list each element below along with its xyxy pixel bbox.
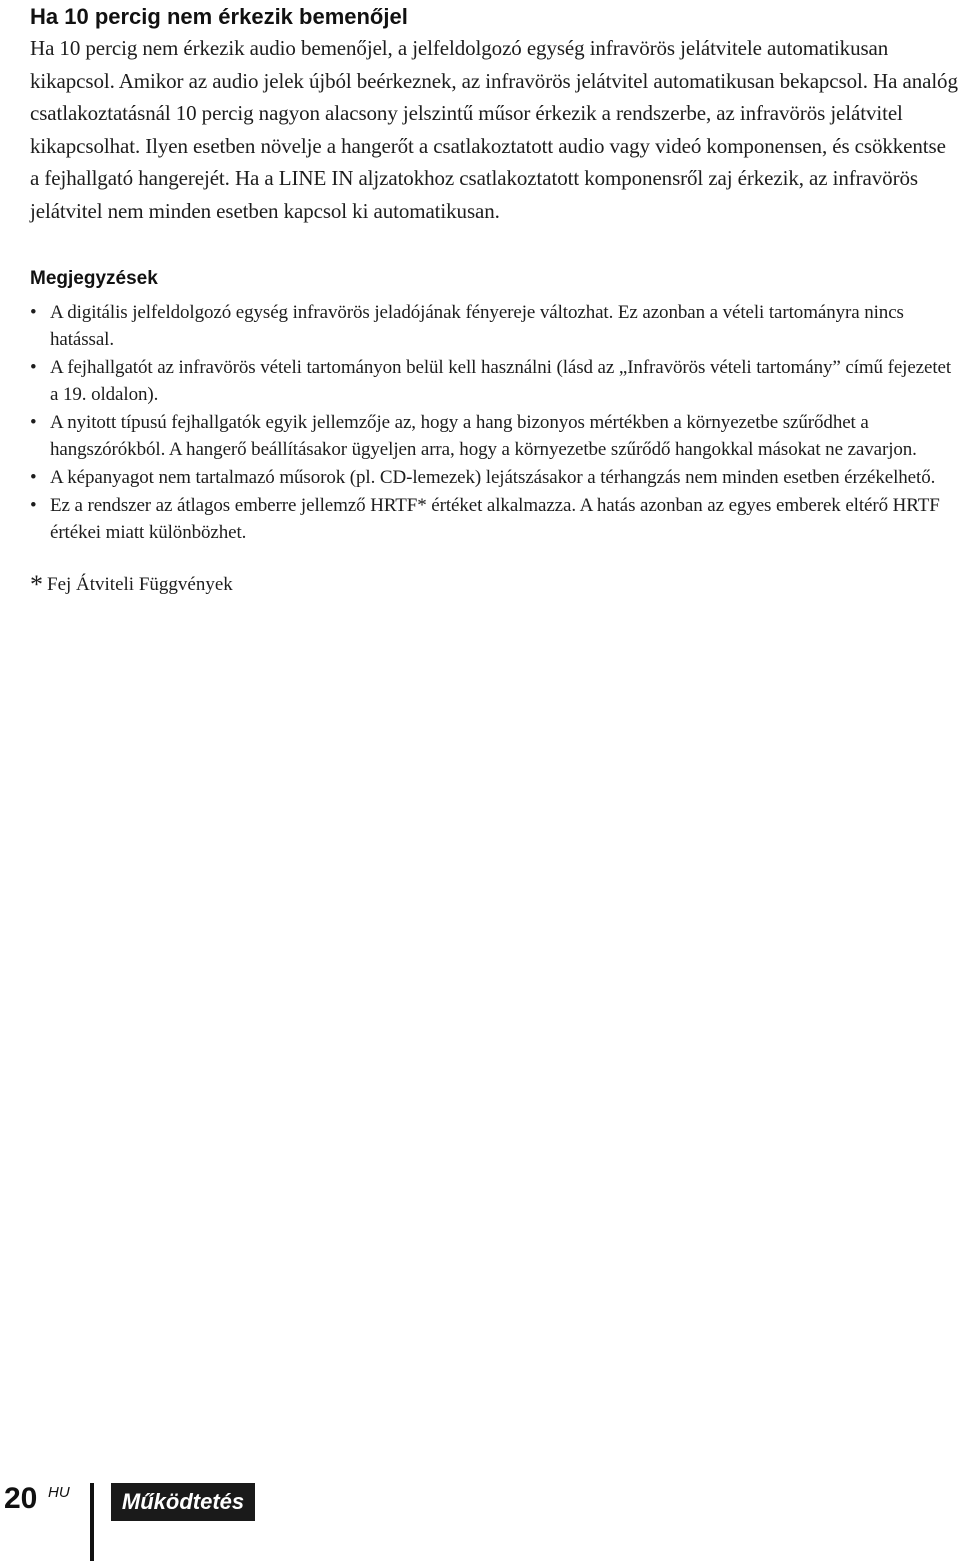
footer-divider — [90, 1483, 94, 1561]
note-text: Ez a rendszer az átlagos emberre jellemző HRTF* értéket alkalmazza. A hatás azonban az egyes emberek eltérő HRTF értékei miatt különbözhet. — [50, 495, 940, 543]
note-item — [30, 354, 960, 408]
bullet: • — [30, 467, 37, 488]
footnote-text: Fej Átviteli Függvények — [47, 574, 233, 595]
note-text: A nyitott típusú fejhallgatók egyik jellemzője az, hogy a hang bizonyos mértékben a környezetbe szűrődhet a hangszórókból. A hangerő beállításakor ügyeljen arra, hogy a környezetbe szűrődő hangokkal másokat ne zavarjon. — [50, 412, 917, 460]
bullet: • — [30, 495, 37, 516]
note-text: A digitális jelfeldolgozó egység infravörös jeladójának fényereje változhat. Ez azonban a vételi tartományra nincs hatással. — [50, 302, 904, 350]
notes-title: Megjegyzések — [30, 268, 158, 289]
chapter-tab: Működtetés — [111, 1483, 255, 1521]
footnote — [30, 570, 960, 600]
bullet: • — [30, 302, 37, 323]
footnote-marker: * — [30, 570, 43, 599]
section-paragraph: Ha 10 percig nem érkezik audio bemenőjel, a jelfeldolgozó egység infravörös jelátvitele automatikusan kikapcsol. Amikor az audio jelek újból beérkeznek, az infravörös jelátvitel automatikusan bekapcsol. Ha analóg csatlakoztatásnál 10 percig nagyon alacsony jelszintű műsor érkezik a rendszerbe, az infravörös jelátvitel kikapcsolhat. Ilyen esetben növelje a hangerőt a csatlakoztatott audio vagy videó komponensen, és csökkentse a fejhallgató hangerejét. Ha a LINE IN aljzatokhoz csatlakoztatott komponensről zaj érkezik, az infravörös jelátvitel nem minden esetben kapcsol ki automatikusan. — [30, 36, 958, 223]
page-number: 20 — [4, 1482, 38, 1515]
page-language-code: HU — [48, 1484, 70, 1501]
note-text: A fejhallgatót az infravörös vételi tartományon belül kell használni (lásd az „Infravörös vételi tartomány” című fejezetet a 19. oldalon). — [50, 357, 952, 405]
note-text: A képanyagot nem tartalmazó műsorok (pl. CD-lemezek) lejátszásakor a térhangzás nem minden esetben érzékelhető. — [50, 467, 936, 488]
note-item — [30, 492, 960, 546]
section-title: Ha 10 percig nem érkezik bemenőjel — [30, 4, 408, 29]
bullet: • — [30, 357, 37, 378]
notes-list — [30, 299, 960, 546]
document-content — [30, 0, 960, 600]
note-item — [30, 299, 960, 353]
note-item — [30, 409, 960, 463]
page-footer — [0, 1478, 960, 1561]
bullet: • — [30, 412, 37, 433]
note-item — [30, 464, 960, 491]
